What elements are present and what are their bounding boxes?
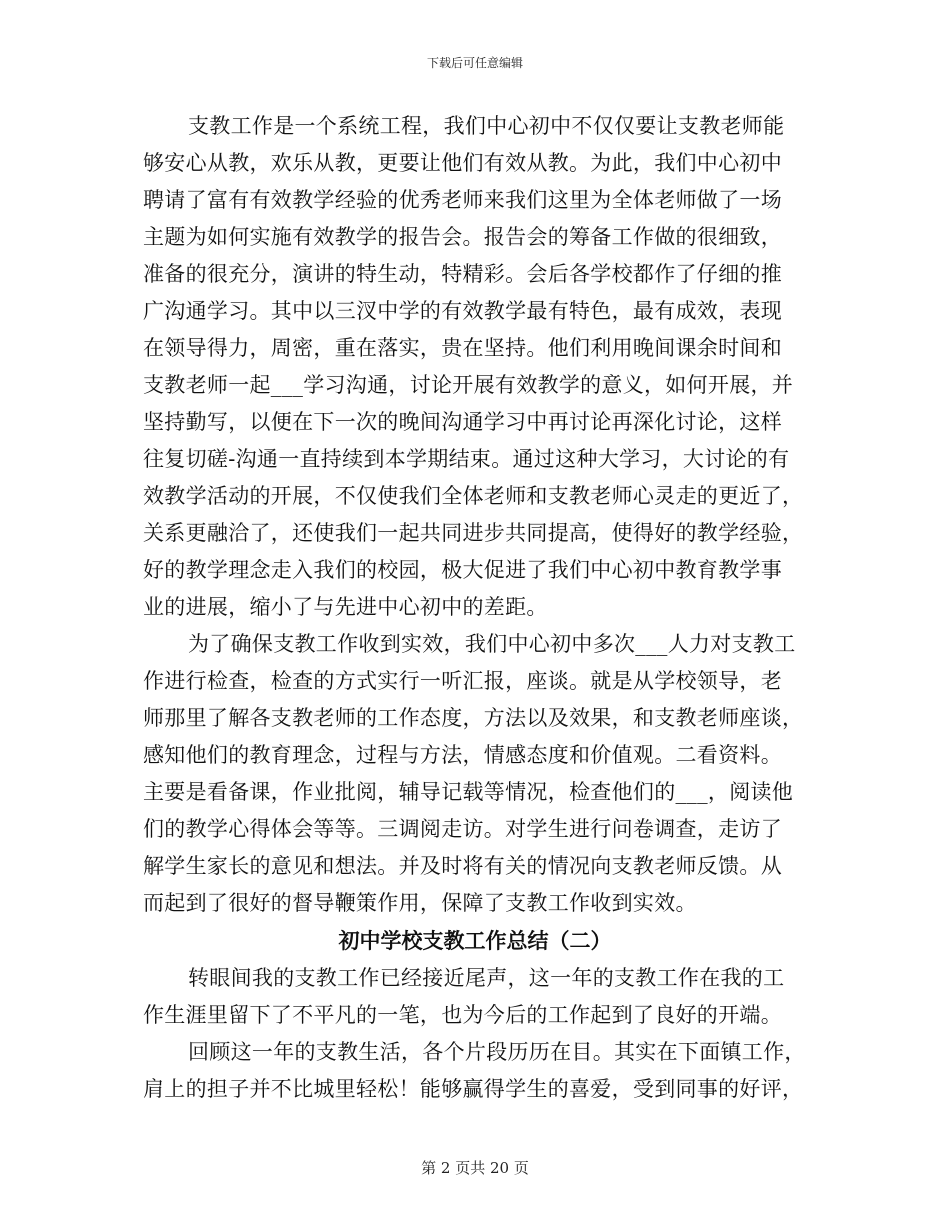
text-line: 肩上的担子并不比城里轻松！能够赢得学生的喜爱，受到同事的好评， xyxy=(143,1077,804,1101)
text-line: 回顾这一年的支教生活，各个片段历历在目。其实在下面镇工作， xyxy=(188,1040,806,1064)
text-line: 转眼间我的支教工作已经接近尾声，这一年的支教工作在我的工 xyxy=(188,966,785,990)
text-line: 准备的很充分，演讲的特生动，特精彩。会后各学校都作了仔细的推 xyxy=(143,262,782,286)
text-line: 支教工作是一个系统工程，我们中心初中不仅仅要让支教老师能 xyxy=(188,114,785,138)
text-line: 广沟通学习。其中以三汊中学的有效教学最有特色，最有成效，表现 xyxy=(143,299,782,323)
text-line: 而起到了很好的督导鞭策作用，保障了支教工作收到实效。 xyxy=(143,891,697,915)
text-line: 作进行检查，检查的方式实行一听汇报，座谈。就是从学校领导，老 xyxy=(143,669,782,693)
text-line: 师那里了解各支教老师的工作态度，方法以及效果，和支教老师座谈， xyxy=(143,706,804,730)
text-line: 效教学活动的开展，不仅使我们全体老师和支教老师心灵走的更近了， xyxy=(143,484,804,508)
text-line: 业的进展，缩小了与先进中心初中的差距。 xyxy=(143,595,548,619)
text-line: 为了确保支教工作收到实效，我们中心初中多次___人力对支教工 xyxy=(188,632,796,656)
page-header: 下载后可任意编辑 xyxy=(426,56,523,70)
text-line: 够安心从教，欢乐从教，更要让他们有效从教。为此，我们中心初中 xyxy=(143,151,782,175)
text-line: 主要是看备课，作业批阅，辅导记载等情况，检查他们的___，阅读他 xyxy=(143,780,794,804)
text-line: 往复切磋-沟通一直持续到本学期结束。通过这种大学习，大讨论的有 xyxy=(143,447,790,471)
text-line: 聘请了富有有效教学经验的优秀老师来我们这里为全体老师做了一场 xyxy=(143,188,782,212)
text-line: 坚持勤写，以便在下一次的晚间沟通学习中再讨论再深化讨论，这样 xyxy=(143,410,782,434)
text-line: 感知他们的教育理念，过程与方法，情感态度和价值观。二看资料。 xyxy=(143,743,782,767)
text-line: 好的教学理念走入我们的校园，极大促进了我们中心初中教育教学事 xyxy=(143,558,782,582)
text-line: 在领导得力，周密，重在落实，贵在坚持。他们利用晚间课余时间和 xyxy=(143,336,782,360)
text-line: 关系更融洽了，还使我们一起共同进步共同提高，使得好的教学经验， xyxy=(143,521,804,545)
text-line: 主题为如何实施有效教学的报告会。报告会的筹备工作做的很细致， xyxy=(143,225,782,249)
text-line: 解学生家长的意见和想法。并及时将有关的情况向支教老师反馈。从 xyxy=(143,854,782,878)
text-line: 们的教学心得体会等等。三调阅走访。对学生进行问卷调查，走访了 xyxy=(143,817,782,841)
text-line: 作生涯里留下了不平凡的一笔，也为今后的工作起到了良好的开端。 xyxy=(143,1003,782,1027)
page-footer: 第 2 页共 20 页 xyxy=(421,1159,529,1177)
section-title: 初中学校支教工作总结（二） xyxy=(338,928,612,953)
text-line: 支教老师一起___学习沟通，讨论开展有效教学的意义，如何开展，并 xyxy=(143,373,794,397)
